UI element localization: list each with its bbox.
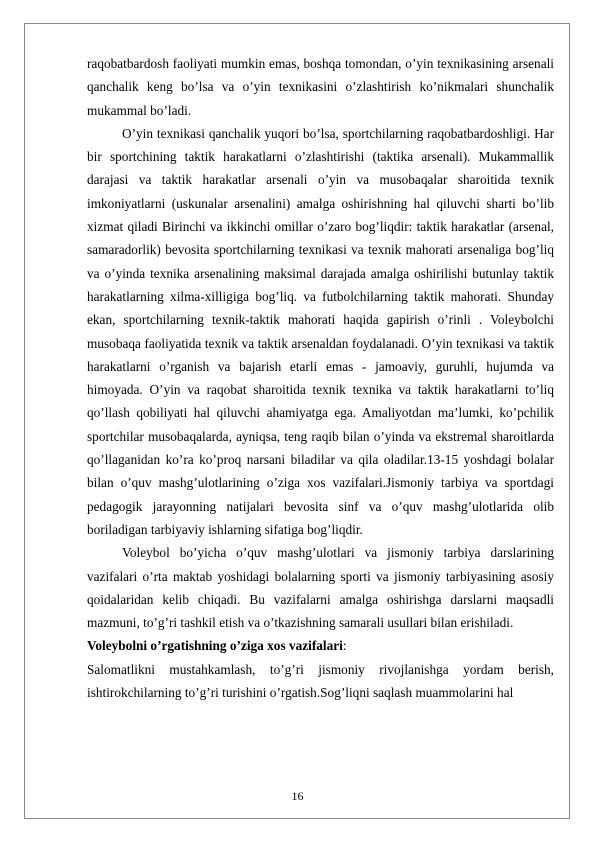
page-number: 16 [291,789,304,803]
section-heading-colon: : [342,638,347,654]
paragraph-2: O’yin texnikasi qanchalik yuqori bo’lsa, sportchilarning raqobatbardoshligi. Har bir sportchining taktik harakatlarni o’zlashtirishi (taktika arsenali). Mukammallik darajasi va taktik harakatlar arsenali o’yin va musobaqalar sharoitida texnik imkoniyatlarni (uskunalar arsenalini) amalga oshirishning hal qiluvchi sharti bo’lib xizmat qiladi Birinchi va ikkinchi omillar o’zaro bog’liqdir: taktik harakatlar (arsenal, samaradorlik) bevosita sportchilarning texnikasi va texnik mahorati arsenaliga bog’liq va o’yinda texnika arsenalining maksimal darajada amalga oshirilishi butunlay taktik harakatlarning xilma-xilligiga bog’liq. va futbolchilarning taktik mahorati. Shunday ekan, sportchilarning texnik-taktik mahorati haqida gapirish o’rinli . Voleybolchi musobaqa faoliyatida texnik va taktik arsenaldan foydalanadi. O’yin texnikasi va taktik harakatlarni o’rganish va bajarish etarli emas - jamoaviy, guruhli, hujumda va himoyada. O’yin va raqobat sharoitida texnik texnika va taktik harakatlarni to’liq qo’llash qobiliyati hal qiluvchi ahamiyatga ega. Amaliyotdan ma’lumki, ko’pchilik sportchilar musobaqalarda, ayniqsa, teng raqib bilan o’yinda va ekstremal sharoitlarda qo’llaganidan ko’ra ko’proq narsani biladilar va qila oladilar.13-15 yoshdagi bolalar bilan o’quv mashg’ulotlarining o’ziga xos vazifalari.Jismoniy tarbiya va sportdagi pedagogik jarayonning natijalari bevosita sinf va o’quv mashg’ulotlarida olib boriladigan tarbiyaviy ishlarning sifatiga bog’liqdir. [87,125,554,537]
paragraph-4: Salomatlikni mustahkamlash, to’g’ri jismoniy rivojlanishga yordam berish, ishtirokchilarning to’g’ri turishini o’rgatish.Sog’liqni saqlash muammolarini hal [87,661,554,701]
paragraph-1: raqobatbardosh faoliyati mumkin emas, boshqa tomondan, o’yin texnikasining arsenali qanchalik keng bo’lsa va o’yin texnikasini o’zlashtirish ko’nikmalari shunchalik mukammal bo’ladi. [87,56,554,118]
paragraph-3: Voleybol bo’yicha o’quv mashg’ulotlari va jismoniy tarbiya darslarining vazifalari o’rta maktab yoshidagi bolalarning sporti va jismoniy tarbiyasining asosiy qoidalaridan kelib chiqadi. Bu vazifalarni amalga oshirishga darslarni maqsadli mazmuni, to’g’ri tashkil etish va o’tkazishning samarali usullari bilan erishiladi. [87,545,554,631]
document-body [87,52,554,704]
section-heading [87,634,554,657]
section-heading-text: Voleybolni o’rgatishning o’ziga xos vazifalari [87,638,343,654]
